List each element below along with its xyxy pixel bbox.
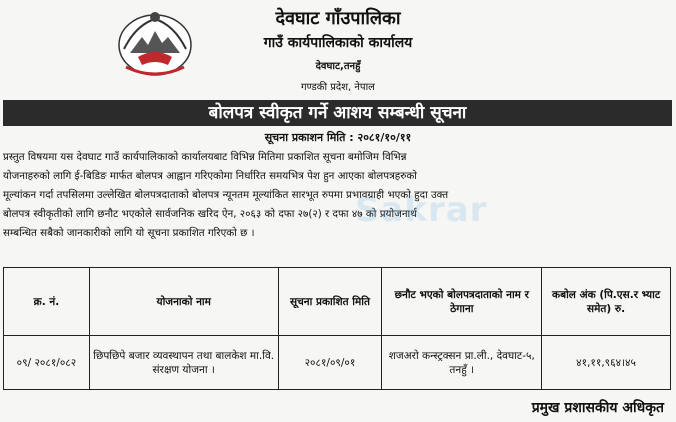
col-header-date: सूचना प्रकाशित मिति [278, 268, 382, 336]
cell-amount: ४१,११,९६४।४५ [542, 336, 671, 390]
notice-body [3, 148, 671, 243]
table-row [4, 336, 671, 390]
office-name: गाउँ कार्यपालिकाको कार्यालय [263, 35, 413, 51]
cell-bidder: शजअरो कन्स्ट्रक्सन प्रा.ली., देवघाट-५, तनहुँ । [382, 336, 542, 390]
cell-project: छिपछिपे बजार व्यवस्थापन तथा बालकेश मा.वि. संरक्षण योजना । [89, 336, 278, 390]
org-name: देवघाट गाँउपालिका [275, 8, 401, 29]
address-line-2: गण्डकी प्रदेश, नेपाल [301, 82, 375, 93]
publish-date: सूचना प्रकाशन मिति : २०८१/१०/११ [264, 131, 412, 144]
cell-date: २०८१/०९/०१ [278, 336, 382, 390]
col-header-bidder: छनौट भएको बोलपत्रदाताको नाम र ठेगाना [382, 268, 542, 336]
col-header-serial: क्र. नं. [4, 268, 90, 336]
body-line: मूल्यांकन गर्दा तपसिलमा उल्लेखित बोलपत्रदाताको बोलपत्र न्यूनतम मूल्यांकित सारभूत रुपमा प्रभावग्राही भएको हुदा उक्त [3, 189, 449, 201]
col-header-amount: कबोल अंक (पि.एस.र भ्याट समेत) रु. [542, 268, 671, 336]
body-line: प्रस्तुत विषयमा यस देवघाट गाउँ कार्यपालिकाको कार्यालयबाट विभिन्न मितिमा प्रकाशित सूचना बमोजिम विभिन्न [3, 151, 407, 163]
cell-serial: ०९/ २०८१/०८२ [4, 336, 90, 390]
award-table [3, 267, 671, 390]
signature: प्रमुख प्रशासकीय अधिकृत [531, 400, 664, 416]
table-header-row [4, 268, 671, 336]
notice-title: बोलपत्र स्वीकृत गर्ने आशय सम्बन्धी सूचना [3, 100, 672, 126]
address-line-1: देवघाट,तनहुँ [315, 61, 361, 72]
col-header-project: योजनाको नाम [89, 268, 278, 336]
watermark: Sakrar [355, 190, 488, 230]
body-line: बोलपत्र स्वीकृतीको लागि छनौट भएकोले सार्वजनिक खरिद ऐन, २०६३ को दफा २७(२) र दफा ४७ को प्रयोजनार्थ [3, 208, 417, 220]
body-line: सम्बन्धित सबैको जानकारीको लागि यो सूचना प्रकाशित गरिएको छ । [3, 227, 255, 239]
body-line: योजनाहरुको लागि ई-बिडिङ मार्फत बोलपत्र आह्वान गरिएकोमा निर्धारित समयभित्र पेश हुन आएका बोलपत्रहरुको [3, 170, 417, 182]
